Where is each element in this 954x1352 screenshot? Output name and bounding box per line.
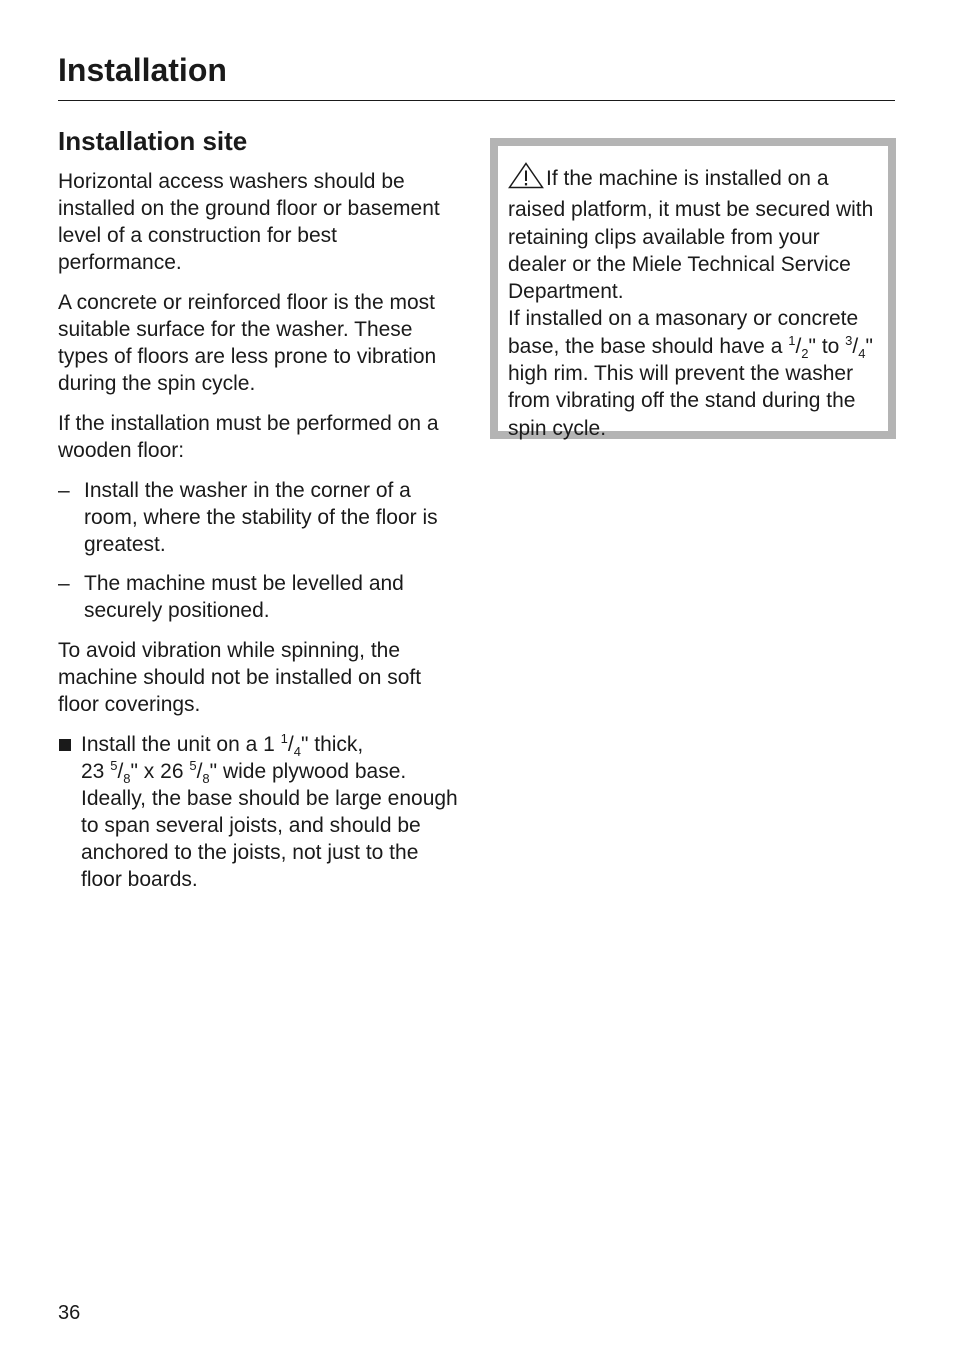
list-item-text: The machine must be levelled and securely positioned. <box>84 572 404 622</box>
list-item <box>58 570 463 624</box>
warning-triangle-icon <box>508 162 544 196</box>
warning-box <box>490 138 896 439</box>
warning-platform-text: If the machine is installed on a raised platform, it must be secured with retaining clips available from your dealer or the Miele Technical Service Department. <box>508 167 874 304</box>
dash-marker: – <box>58 572 70 595</box>
dash-marker: – <box>58 479 70 502</box>
page-number: 36 <box>58 1302 81 1324</box>
paragraph-wooden-floor: If the installation must be performed on a wooden floor: <box>58 412 439 462</box>
list-item: Install the unit on a 1 $^1/_4$" thick, 23 $^5/_8$" x 26 $^5/_8$" wide plywood base. Ideally, the base should be large enough to span several joists, and should be anchored to the joists, not just to the floor boards. <box>58 731 463 893</box>
paragraph-concrete-floor: A concrete or reinforced floor is the most suitable surface for the washer. These types of floors are less prone to vibration during the spin cycle. <box>58 291 437 395</box>
installation-site-section <box>58 124 463 893</box>
list-item-text: Install the washer in the corner of a room, where the stability of the floor is greatest. <box>84 479 438 556</box>
title-divider <box>58 100 895 101</box>
wooden-floor-list <box>58 477 463 624</box>
plywood-base-list <box>58 731 463 893</box>
list-item <box>58 477 463 558</box>
section-heading: Installation site <box>58 126 248 156</box>
warning-text: If the machine is installed on a raised platform, it must be secured with retaining clips available from your dealer or the Miele Technical Service Department. If installed on a masonary or concrete base, the base should have a $^1/_2$" to $^3/_4$" high rim. This will prevent the washer from vibrating off the stand during the spin cycle. <box>508 162 880 442</box>
page-title: Installation <box>58 52 227 88</box>
square-bullet-icon <box>59 739 71 751</box>
paragraph-soft-floor: To avoid vibration while spinning, the machine should not be installed on soft floor coverings. <box>58 639 422 716</box>
paragraph-ground-floor: Horizontal access washers should be installed on the ground floor or basement level of a construction for best performance. <box>58 170 440 274</box>
